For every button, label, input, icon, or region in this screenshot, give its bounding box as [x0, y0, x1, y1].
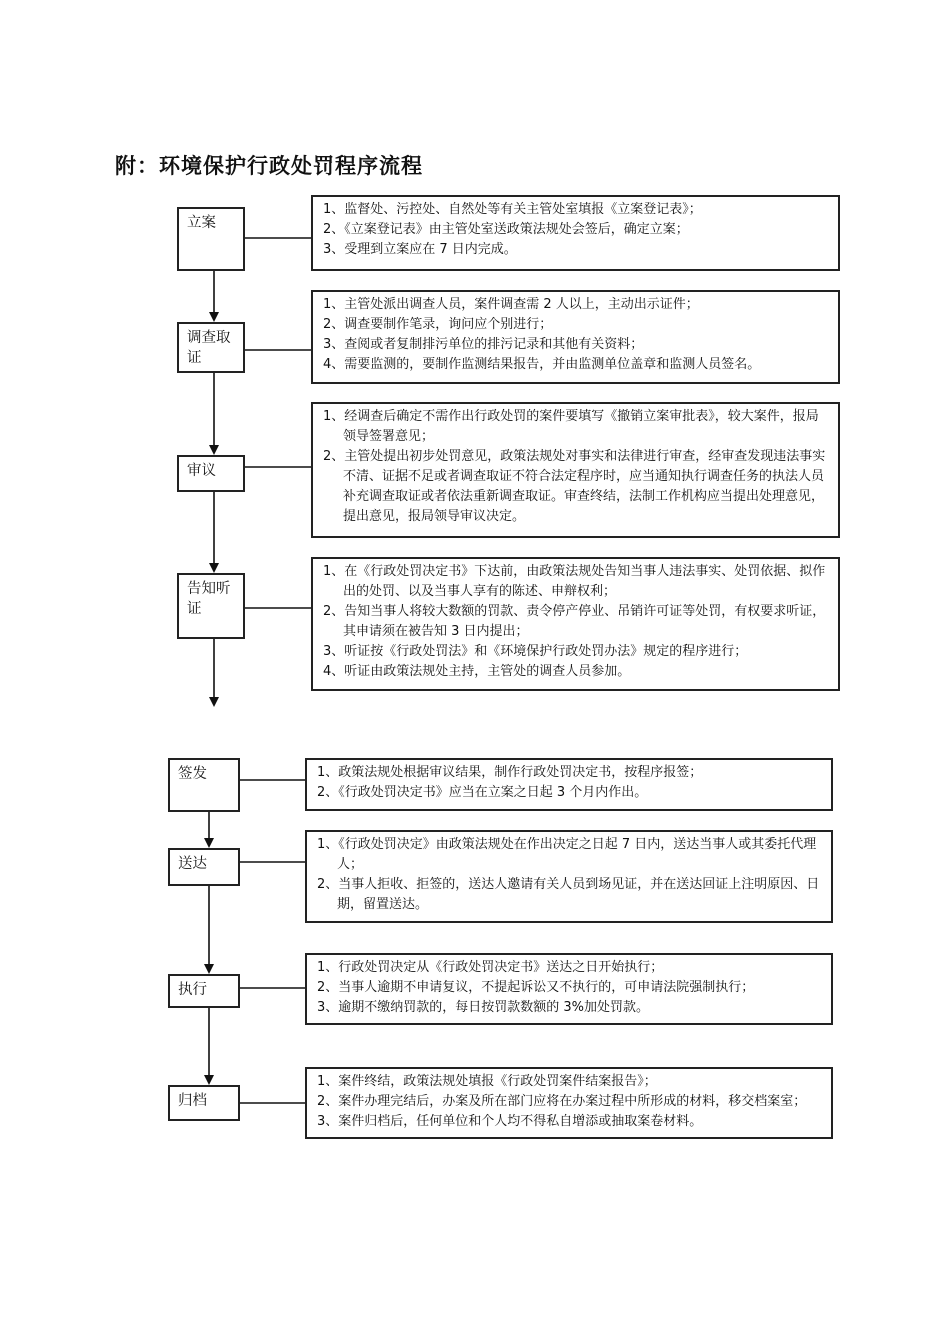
desc-item: 2、《行政处罚决定书》应当在立案之日起 3 个月内作出。: [317, 785, 648, 800]
desc-item: 2、《立案登记表》由主管处室送政策法规处会签后，确定立案；: [323, 222, 689, 237]
step-box-review: 审议: [177, 455, 245, 492]
desc-item: 3、案件归档后，任何单位和个人均不得私自增添或抽取案卷材料。: [317, 1114, 703, 1129]
step-box-notice-hearing: 告知听证: [177, 573, 245, 639]
step-box-archive: 归档: [168, 1085, 240, 1121]
desc-item: 1、在《行政处罚决定书》下达前，由政策法规处告知当事人违法事实、处罚依据、拟作出的处罚、以及当事人享有的陈述、申辩权利；: [323, 564, 826, 599]
page-title: 附：环境保护行政处罚程序流程: [115, 154, 423, 178]
desc-item: 3、逾期不缴纳罚款的，每日按罚款数额的 3%加处罚款。: [317, 1000, 650, 1015]
step-box-execution: 执行: [168, 974, 240, 1008]
desc-box-execution: [305, 953, 833, 1025]
desc-item: 2、案件办理完结后，办案及所在部门应将在办案过程中所形成的材料，移交档案室；: [317, 1094, 807, 1109]
desc-box-notice-hearing: [311, 557, 840, 691]
desc-item: 3、查阅或者复制排污单位的排污记录和其他有关资料；: [323, 337, 644, 352]
desc-item: 1、政策法规处根据审议结果，制作行政处罚决定书，按程序报签；: [317, 765, 703, 780]
step-box-sign-issue: 签发: [168, 758, 240, 812]
step-box-filing: 立案: [177, 207, 245, 271]
desc-box-archive: [305, 1067, 833, 1139]
desc-item: 1、主管处派出调查人员，案件调查需 2 人以上，主动出示证件；: [323, 297, 699, 312]
desc-box-investigation: [311, 290, 840, 384]
step-box-investigation: 调查取证: [177, 322, 245, 373]
desc-item: 2、当事人逾期不申请复议，不提起诉讼又不执行的，可申请法院强制执行；: [317, 980, 755, 995]
desc-item: 1、行政处罚决定从《行政处罚决定书》送达之日开始执行；: [317, 960, 664, 975]
desc-item: 1、《行政处罚决定》由政策法规处在作出决定之日起 7 日内，送达当事人或其委托代理人；: [317, 837, 817, 872]
desc-item: 4、听证由政策法规处主持，主管处的调查人员参加。: [323, 664, 631, 679]
desc-box-sign-issue: [305, 758, 833, 811]
desc-item: 2、主管处提出初步处罚意见，政策法规处对事实和法律进行审查，经审查发现违法事实不清、证据不足或者调查取证不符合法定程序时，应当通知执行调查任务的执法人员补充调查取证或者依法重新调查取证。审查终结，法制工作机构应当提出处理意见，提出意见，报局领导审议决定。: [323, 449, 826, 524]
desc-box-delivery: [305, 830, 833, 923]
desc-item: 1、案件终结，政策法规处填报《行政处罚案件结案报告》；: [317, 1074, 657, 1089]
desc-box-review: [311, 402, 840, 538]
desc-item: 3、听证按《行政处罚法》和《环境保护行政处罚办法》规定的程序进行；: [323, 644, 748, 659]
desc-item: 1、监督处、污控处、自然处等有关主管处室填报《立案登记表》；: [323, 202, 702, 217]
desc-item: 1、经调查后确定不需作出行政处罚的案件要填写《撤销立案审批表》，较大案件，报局领导签署意见；: [323, 409, 819, 444]
desc-item: 3、受理到立案应在 7 日内完成。: [323, 242, 517, 257]
desc-item: 4、需要监测的，要制作监测结果报告，并由监测单位盖章和监测人员签名。: [323, 357, 761, 372]
desc-item: 2、调查要制作笔录，询问应个别进行；: [323, 317, 553, 332]
desc-item: 2、当事人拒收、拒签的，送达人邀请有关人员到场见证，并在送达回证上注明原因、日期，留置送达。: [317, 877, 820, 912]
desc-box-filing: [311, 195, 840, 271]
step-box-delivery: 送达: [168, 848, 240, 886]
desc-item: 2、告知当事人将较大数额的罚款、责令停产停业、吊销许可证等处罚，有权要求听证，其申请须在被告知 3 日内提出；: [323, 604, 826, 639]
